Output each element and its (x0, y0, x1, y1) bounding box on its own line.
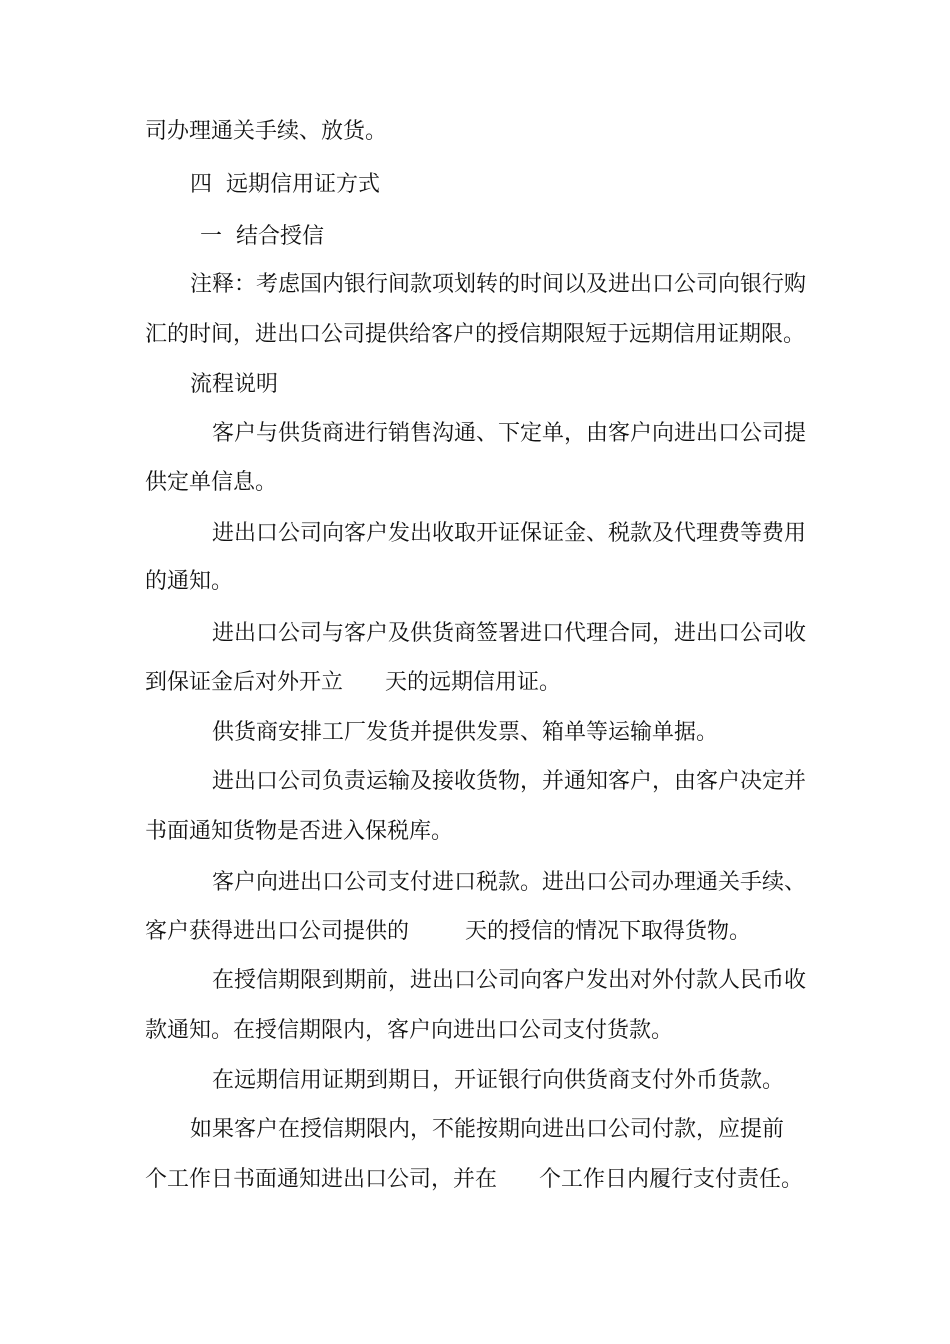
text-line: 进出口公司负责运输及接收货物，并通知客户，由客户决定并 (212, 769, 807, 794)
text-line: 进出口公司与客户及供货商签署进口代理合同，进出口公司收 (212, 621, 807, 646)
text-line: 流程说明 (190, 372, 279, 397)
text-line: 款通知。在授信期限内，客户向进出口公司支付货款。 (145, 1018, 674, 1043)
text-line: 进出口公司向客户发出收取开证保证金、税款及代理费等费用 (212, 521, 807, 546)
text-line: 个工作日书面通知进出口公司，并在 个工作日内履行支付责任。 (145, 1167, 803, 1192)
text-line: 书面通知货物是否进入保税库。 (145, 819, 454, 844)
text-line: 司办理通关手续、放货。 (145, 119, 388, 144)
text-line: 客户向进出口公司支付进口税款。进出口公司办理通关手续、 (212, 870, 807, 895)
text-line: 汇的时间，进出口公司提供给客户的授信期限短于远期信用证期限。 (145, 322, 806, 347)
text-line: 到保证金后对外开立 天的远期信用证。 (145, 670, 561, 695)
text-line: 客户获得进出口公司提供的 天的授信的情况下取得货物。 (145, 919, 751, 944)
text-line: 在远期信用证期到期日，开证银行向供货商支付外币货款。 (212, 1068, 785, 1093)
text-line: 如果客户在授信期限内，不能按期向进出口公司付款，应提前 (190, 1117, 785, 1142)
subsection-heading: 一 结合授信 (200, 224, 324, 249)
text-line: 注释：考虑国内银行间款项划转的时间以及进出口公司向银行购 (190, 272, 807, 297)
text-line: 客户与供货商进行销售沟通、下定单，由客户向进出口公司提 (212, 421, 807, 446)
text-line: 供定单信息。 (145, 470, 278, 495)
text-line: 供货商安排工厂发货并提供发票、箱单等运输单据。 (212, 720, 719, 745)
text-line: 的通知。 (145, 569, 234, 594)
section-heading: 四 远期信用证方式 (190, 172, 380, 197)
text-line: 在授信期限到期前，进出口公司向客户发出对外付款人民币收 (212, 968, 807, 993)
